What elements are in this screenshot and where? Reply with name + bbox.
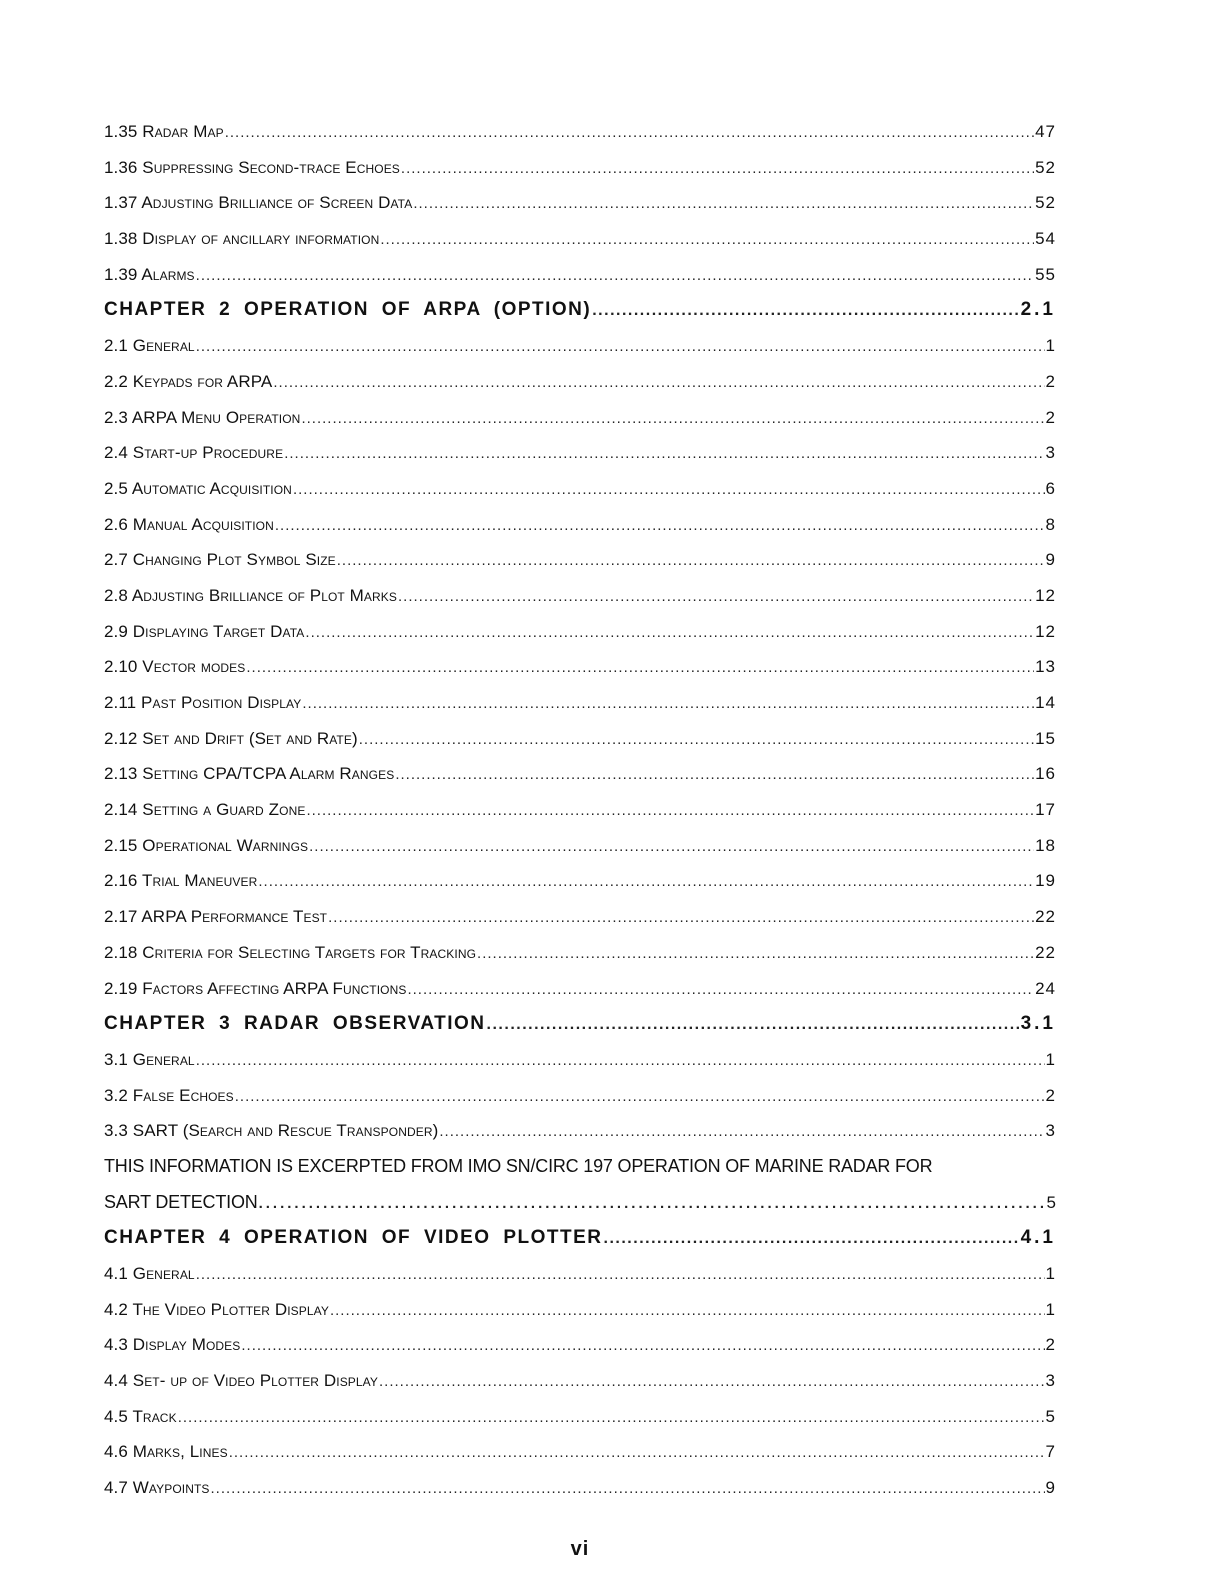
dot-leader: [407, 972, 1034, 1007]
toc-entry[interactable]: [104, 471, 1056, 507]
toc-entry[interactable]: [104, 1113, 1056, 1149]
toc-entry-page: 7: [1045, 1442, 1056, 1462]
dot-leader: [380, 222, 1034, 257]
toc-entry-title: 2.17 ARPA Performance Test: [104, 907, 328, 927]
toc-entry-page: 3: [1045, 1371, 1056, 1391]
toc-entry[interactable]: [104, 221, 1056, 257]
toc-entry[interactable]: [104, 756, 1056, 792]
dot-leader: [302, 686, 1034, 721]
dot-leader: [284, 436, 1044, 471]
toc-entry-title: 2.11 Past Position Display: [104, 693, 302, 712]
dot-leader: [359, 722, 1034, 757]
toc-entry-page: 24: [1035, 978, 1056, 998]
dot-leader: [241, 1328, 1044, 1363]
toc-entry-page: 6: [1045, 478, 1056, 498]
toc-entry[interactable]: [104, 721, 1056, 757]
toc-entry-page: 1: [1045, 1264, 1056, 1283]
toc-entry-title: 2.2 Keypads for ARPA: [104, 371, 273, 391]
toc-entry[interactable]: [104, 649, 1056, 685]
toc-entry-page: 18: [1035, 835, 1056, 855]
toc-entry-page: 55: [1035, 264, 1056, 284]
toc-entry-page: 47: [1035, 122, 1056, 141]
chapter-page: 4.1: [1020, 1227, 1056, 1249]
chapter-title: CHAPTER 2 OPERATION OF ARPA (OPTION): [104, 299, 592, 321]
dot-leader: [395, 757, 1034, 792]
toc-entry[interactable]: [104, 1185, 1056, 1221]
toc-entry-title: 2.4 Start-up Procedure: [104, 443, 284, 463]
toc-entry[interactable]: [104, 542, 1056, 578]
dot-leader: [309, 829, 1034, 864]
toc-entry-page: 2: [1045, 371, 1056, 391]
toc-entry-title: 2.12 Set and Drift (Set and Rate): [104, 728, 358, 748]
toc-entry-page: 12: [1035, 621, 1056, 641]
toc-entry-title: 3.1 General: [104, 1049, 195, 1069]
dot-leader: [258, 864, 1034, 899]
dot-leader: [275, 508, 1045, 543]
toc-chapter-heading[interactable]: [104, 292, 1056, 328]
dot-leader: [401, 151, 1034, 186]
chapter-title: CHAPTER 3 RADAR OBSERVATION: [104, 1013, 486, 1035]
dot-leader: [211, 1471, 1045, 1506]
toc-entry-page: 54: [1035, 229, 1056, 249]
toc-entry-page: 2: [1045, 1085, 1056, 1105]
toc-entry-page: 12: [1035, 585, 1056, 605]
toc-entry-title: 4.3 Display Modes: [104, 1335, 241, 1355]
dot-leader: [477, 936, 1034, 971]
toc-entry-title: 4.6 Marks, Lines: [104, 1442, 228, 1462]
toc-entry[interactable]: [104, 578, 1056, 614]
toc-note-text: THIS INFORMATION IS EXCERPTED FROM IMO SN/CIRC 197 OPERATION OF MARINE RADAR FOR: [104, 1155, 933, 1176]
dot-leader: [259, 1186, 1046, 1221]
dot-leader: [235, 1079, 1045, 1114]
toc-entry[interactable]: [104, 435, 1056, 471]
toc-entry[interactable]: [104, 685, 1056, 721]
dot-leader: [592, 293, 1019, 328]
toc-entry-page: 15: [1035, 728, 1056, 748]
toc-entry[interactable]: [104, 328, 1056, 364]
dot-leader: [196, 258, 1034, 293]
toc-entry-title: 3.2 False Echoes: [104, 1085, 234, 1105]
toc-entry-page: 16: [1035, 764, 1056, 784]
toc-entry[interactable]: [104, 1078, 1056, 1114]
toc-entry-title: 2.6 Manual Acquisition: [104, 514, 274, 534]
toc-entry[interactable]: [104, 828, 1056, 864]
dot-leader: [246, 650, 1034, 685]
toc-entry-title: 1.36 Suppressing Second-trace Echoes: [104, 157, 400, 177]
toc-entry-title: 2.18 Criteria for Selecting Targets for Tracking: [104, 942, 477, 962]
dot-leader: [196, 329, 1045, 364]
toc-entry-title: 2.13 Setting CPA/TCPA Alarm Ranges: [104, 764, 395, 784]
toc-entry-page: 1: [1045, 1299, 1056, 1319]
toc-entry[interactable]: [104, 185, 1056, 221]
toc-entry[interactable]: [104, 257, 1056, 293]
toc-entry-title: 2.8 Adjusting Brilliance of Plot Marks: [104, 585, 397, 605]
toc-entry-title: 2.9 Displaying Target Data: [104, 621, 305, 641]
toc-entry-page: 14: [1035, 693, 1056, 712]
page-number: vi: [570, 1538, 590, 1560]
dot-leader: [301, 401, 1044, 436]
dot-leader: [229, 1435, 1045, 1470]
toc-entry-page: 3: [1045, 1121, 1056, 1141]
toc-entry-page: 17: [1035, 800, 1056, 820]
toc-entry[interactable]: [104, 150, 1056, 186]
dot-leader: [293, 472, 1045, 507]
dot-leader: [196, 1257, 1045, 1292]
table-of-contents: [104, 114, 1056, 1506]
chapter-page: 2.1: [1020, 299, 1056, 321]
dot-leader: [330, 1293, 1045, 1328]
toc-entry-title: 2.1 General: [104, 336, 195, 356]
toc-entry[interactable]: [104, 792, 1056, 828]
dot-leader: [328, 900, 1034, 935]
toc-entry-title: 4.7 Waypoints: [104, 1478, 210, 1498]
toc-entry-page: 5: [1046, 1192, 1056, 1212]
dot-leader: [225, 115, 1034, 150]
toc-entry-page: 1: [1045, 1049, 1056, 1069]
toc-entry-title: 2.16 Trial Maneuver: [104, 871, 258, 891]
toc-entry[interactable]: [104, 1256, 1056, 1292]
dot-leader: [178, 1400, 1045, 1435]
toc-entry-title: 4.2 The Video Plotter Display: [104, 1299, 329, 1319]
toc-entry-title: 2.10 Vector modes: [104, 657, 246, 677]
toc-chapter-heading[interactable]: [104, 1220, 1056, 1256]
toc-entry[interactable]: [104, 935, 1056, 971]
toc-entry[interactable]: [104, 1042, 1056, 1078]
toc-entry[interactable]: [104, 1399, 1056, 1435]
toc-entry-page: 22: [1035, 942, 1056, 962]
toc-entry[interactable]: [104, 1363, 1056, 1399]
toc-chapter-heading[interactable]: [104, 1006, 1056, 1042]
toc-entry-title: 2.3 ARPA Menu Operation: [104, 407, 301, 427]
toc-entry-title: 2.5 Automatic Acquisition: [104, 478, 292, 498]
toc-entry[interactable]: [104, 614, 1056, 650]
toc-entry-title: 2.14 Setting a Guard Zone: [104, 800, 306, 820]
toc-entry[interactable]: [104, 364, 1056, 400]
toc-entry-page: 22: [1035, 907, 1056, 927]
toc-entry-title: 1.38 Display of ancillary information: [104, 229, 380, 249]
toc-entry-title: 4.1 General: [104, 1264, 195, 1283]
toc-entry-page: 13: [1035, 657, 1056, 677]
toc-entry-title: 1.37 Adjusting Brilliance of Screen Data: [104, 193, 413, 213]
chapter-title: CHAPTER 4 OPERATION OF VIDEO PLOTTER: [104, 1227, 603, 1249]
dot-leader: [273, 365, 1044, 400]
toc-entry-page: 1: [1045, 336, 1056, 356]
toc-entry[interactable]: [104, 971, 1056, 1007]
dot-leader: [487, 1007, 1020, 1042]
toc-entry[interactable]: [104, 1292, 1056, 1328]
toc-entry-page: 2: [1045, 1335, 1056, 1355]
toc-entry-title: 4.4 Set- up of Video Plotter Display: [104, 1371, 379, 1391]
dot-leader: [413, 186, 1034, 221]
toc-entry-title: 3.3 SART (Search and Rescue Transponder): [104, 1121, 439, 1141]
dot-leader: [305, 615, 1034, 650]
toc-entry[interactable]: [104, 1434, 1056, 1470]
toc-entry[interactable]: [104, 863, 1056, 899]
toc-entry-page: 2: [1045, 407, 1056, 427]
toc-entry-page: 52: [1035, 157, 1056, 177]
dot-leader: [379, 1364, 1045, 1399]
toc-entry[interactable]: [104, 1327, 1056, 1363]
toc-entry-page: 8: [1045, 514, 1056, 534]
dot-leader: [398, 579, 1034, 614]
toc-entry-page: 5: [1045, 1406, 1056, 1426]
chapter-page: 3.1: [1020, 1013, 1056, 1035]
toc-entry-title: 4.5 Track: [104, 1406, 177, 1426]
dot-leader: [337, 543, 1045, 578]
toc-entry-page: 9: [1045, 550, 1056, 570]
toc-entry-title: SART DETECTION: [104, 1191, 258, 1212]
toc-entry[interactable]: [104, 114, 1056, 150]
toc-entry[interactable]: [104, 1470, 1056, 1506]
toc-entry-title: 2.7 Changing Plot Symbol Size: [104, 550, 336, 570]
toc-entry-title: 1.39 Alarms: [104, 264, 195, 284]
toc-entry-page: 52: [1035, 193, 1056, 213]
toc-entry-title: 1.35 Radar Map: [104, 122, 224, 141]
toc-entry-page: 19: [1035, 871, 1056, 891]
toc-entry[interactable]: [104, 400, 1056, 436]
dot-leader: [604, 1221, 1020, 1256]
dot-leader: [306, 793, 1034, 828]
dot-leader: [439, 1114, 1044, 1149]
toc-entry[interactable]: [104, 507, 1056, 543]
dot-leader: [196, 1043, 1045, 1078]
toc-entry[interactable]: [104, 899, 1056, 935]
toc-entry-title: 2.15 Operational Warnings: [104, 835, 309, 855]
toc-entry-page: 3: [1045, 443, 1056, 463]
toc-entry-page: 9: [1045, 1478, 1056, 1498]
toc-entry-title: 2.19 Factors Affecting ARPA Functions: [104, 978, 407, 998]
